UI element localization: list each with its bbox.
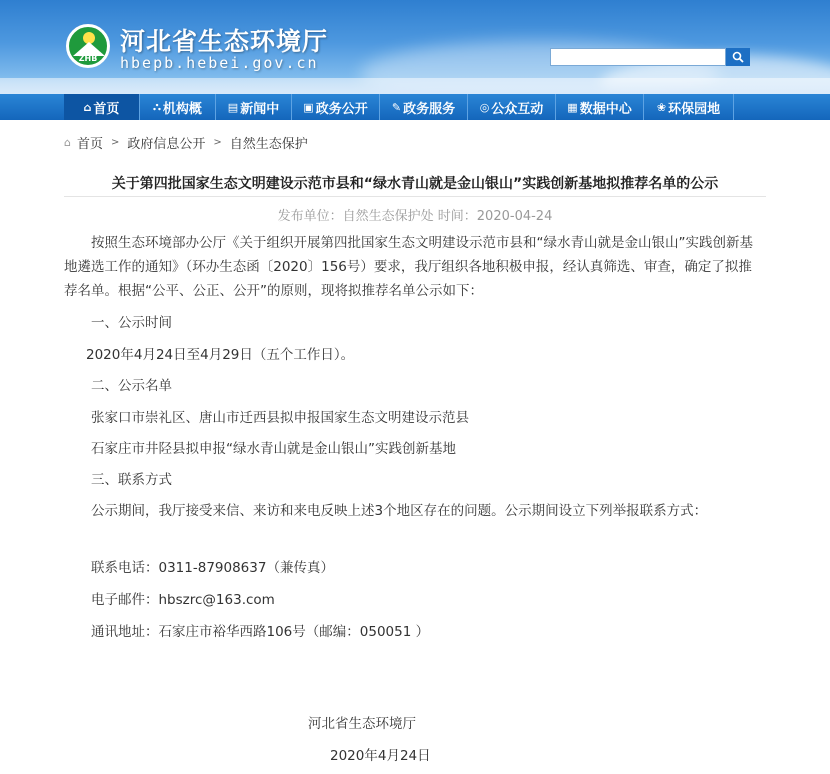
nav-item-label: 公众互动	[491, 101, 544, 117]
nav-item-label: 政务公开	[315, 101, 368, 117]
search-button[interactable]	[726, 48, 750, 66]
divider	[64, 196, 766, 197]
site-logo[interactable]	[66, 24, 110, 68]
nav-item-interact[interactable]	[468, 94, 556, 120]
article-paragraph: 公示期间，我厅接受来信、来访和来电反映上述3个地区存在的问题。公示期间设立下列举报联系方式：	[91, 503, 708, 519]
breadcrumb-link-home[interactable]: 首页	[76, 137, 103, 152]
section-heading: 三、联系方式	[91, 472, 172, 488]
nav-item-label: 首页	[93, 101, 120, 117]
breadcrumb-link-gov-info[interactable]: 政府信息公开	[127, 137, 206, 152]
section-heading: 一、公示时间	[91, 315, 172, 331]
nav-item-org[interactable]	[140, 94, 216, 120]
chevron-right-icon: >	[111, 137, 120, 148]
site-title[interactable]: 河北省生态环境厅	[120, 27, 329, 56]
banner-horizon	[0, 78, 830, 94]
nav-item-label: 数据中心	[579, 101, 632, 117]
service-icon: ✎	[391, 100, 402, 114]
section-heading: 二、公示名单	[91, 378, 172, 394]
nav-item-service[interactable]	[380, 94, 468, 120]
search-input[interactable]	[550, 48, 726, 66]
article-title: 关于第四批国家生态文明建设示范市县和“绿水青山就是金山银山”实践创新基地拟推荐名单的公示	[111, 176, 719, 192]
home-icon: ⌂	[64, 136, 71, 149]
interact-icon: ◎	[479, 100, 490, 114]
article-meta: 发布单位：自然生态保护处 时间：2020-04-24	[277, 209, 553, 224]
data-icon: ▦	[567, 100, 578, 114]
site-domain: hbepb.hebei.gov.cn	[120, 54, 319, 72]
nav-item-label: 新闻中	[240, 101, 280, 117]
contact-address: 通讯地址：石家庄市裕华西路106号（邮编：050051 ）	[91, 624, 430, 640]
contact-phone: 联系电话：0311-87908637（兼传真）	[91, 560, 334, 576]
home-icon: ⌂	[83, 100, 92, 114]
nav-item-park[interactable]	[644, 94, 734, 120]
signature-date: 2020年4月24日	[330, 748, 431, 764]
nav-item-label: 机构概	[162, 101, 202, 117]
nav-item-label: 环保园地	[668, 101, 721, 117]
article-paragraph: 2020年4月24日至4月29日（五个工作日）。	[86, 347, 355, 363]
nav-item-gov[interactable]	[292, 94, 380, 120]
breadcrumb	[64, 133, 308, 152]
search-icon	[732, 51, 744, 63]
nav-item-news[interactable]	[216, 94, 292, 120]
nav-item-home[interactable]	[64, 94, 140, 120]
breadcrumb-link-category[interactable]: 自然生态保护	[229, 137, 308, 152]
article-paragraph: 张家口市崇礼区、唐山市迁西县拟申报国家生态文明建设示范县	[91, 410, 469, 426]
park-icon: ❀	[656, 100, 667, 114]
article-paragraph: 按照生态环境部办公厅《关于组织开展第四批国家生态文明建设示范市县和“绿水青山就是金山银山”实践创新基地遴选工作的通知》（环办生态函〔2020〕156号）要求，我厅组织各地积极申报，经认真筛选、审查，确定了拟推荐名单。根据“公平、公正、公开”的原则，现将拟推荐名单公示如下：	[64, 235, 753, 299]
gov-icon: ▣	[303, 100, 314, 114]
nav-item-data[interactable]	[556, 94, 644, 120]
article-paragraph: 石家庄市井陉县拟申报“绿水青山就是金山银山”实践创新基地	[91, 441, 456, 457]
nav-item-label: 政务服务	[403, 101, 456, 117]
contact-email[interactable]: 电子邮件：hbszrc@163.com	[91, 592, 275, 608]
chevron-right-icon: >	[213, 137, 222, 148]
news-icon: ▤	[227, 100, 239, 114]
logo-text: ZHB	[78, 54, 98, 63]
header-banner	[0, 0, 830, 94]
signature-organization: 河北省生态环境厅	[308, 716, 416, 732]
org-icon: ⛬	[153, 100, 161, 113]
main-nav	[0, 94, 830, 120]
